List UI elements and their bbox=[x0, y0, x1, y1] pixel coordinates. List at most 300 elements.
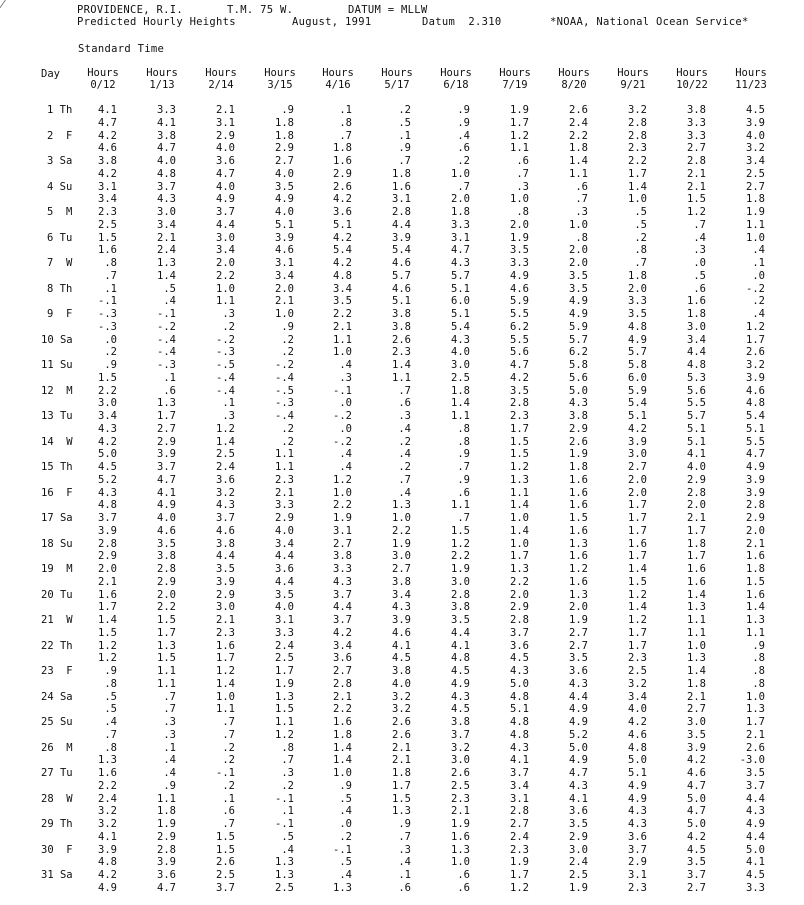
height-cell-first-half: 4.6 bbox=[392, 257, 411, 269]
hour-column-header bbox=[77, 67, 129, 91]
height-cell-first-half: 2.0 bbox=[216, 257, 235, 269]
height-cell-second-half: 3.1 bbox=[216, 116, 235, 129]
height-cell-second-half: 1.6 bbox=[569, 499, 588, 512]
height-cell-second-half: 1.8 bbox=[746, 193, 765, 206]
height-cell-second-half: 4.0 bbox=[451, 346, 470, 359]
height-cell-first-half: .9 bbox=[281, 104, 294, 116]
height-cell-first-half: 2.2 bbox=[333, 308, 352, 320]
height-cell-second-half: 1.9 bbox=[275, 677, 294, 690]
height-cell-second-half: 3.8 bbox=[392, 320, 411, 333]
height-cell-first-half: 1.1 bbox=[275, 461, 294, 473]
height-cell-first-half: 1.7 bbox=[746, 716, 765, 728]
height-cell-second-half: .1 bbox=[281, 805, 294, 818]
height-cell-second-half: 1.2 bbox=[510, 881, 529, 894]
height-cell-second-half: 2.9 bbox=[98, 550, 117, 563]
height-cell-first-half: -.3 bbox=[98, 308, 117, 320]
day-label: 1 Th bbox=[47, 104, 73, 116]
height-cell-first-half: 3.4 bbox=[98, 410, 117, 422]
height-cell-second-half: 2.0 bbox=[628, 473, 647, 486]
height-cell-second-half: -.4 bbox=[216, 371, 235, 384]
height-cell-first-half: 5.9 bbox=[628, 384, 647, 397]
height-cell-first-half: 5.6 bbox=[687, 384, 706, 397]
day-label: 25 Su bbox=[41, 716, 73, 728]
hour-column-header-range: 4/16 bbox=[325, 79, 351, 91]
height-cell-first-half: 1.6 bbox=[98, 588, 117, 601]
height-cell-first-half: 1.0 bbox=[687, 639, 706, 652]
time-meridian: T.M. 75 W. bbox=[227, 4, 294, 16]
height-cell-first-half: 2.8 bbox=[392, 206, 411, 218]
height-cell-second-half: 3.5 bbox=[687, 856, 706, 869]
height-cell-first-half: 2.7 bbox=[510, 818, 529, 830]
height-cell-second-half: 4.3 bbox=[157, 193, 176, 206]
height-cell-first-half: 1.0 bbox=[510, 512, 529, 524]
height-cell-first-half: 2.7 bbox=[275, 155, 294, 167]
height-cell-second-half: 2.0 bbox=[451, 193, 470, 206]
height-cell-second-half: -3.0 bbox=[739, 754, 765, 767]
height-cell-first-half: 1.7 bbox=[510, 869, 529, 881]
height-cell-first-half: 3.1 bbox=[451, 231, 470, 244]
hour-column-header-range: 3/15 bbox=[267, 79, 293, 91]
height-cell-first-half: 5.1 bbox=[451, 282, 470, 295]
height-cell-second-half: 1.7 bbox=[628, 550, 647, 563]
height-cell-second-half: 4.7 bbox=[687, 779, 706, 792]
hour-column-header bbox=[371, 67, 423, 91]
height-cell-second-half: 3.6 bbox=[216, 473, 235, 486]
hour-column-header bbox=[430, 67, 482, 91]
height-cell-first-half: 5.0 bbox=[687, 818, 706, 830]
day-label: 19 M bbox=[41, 563, 73, 575]
height-cell-second-half: .9 bbox=[457, 473, 470, 486]
height-cell-second-half: 5.4 bbox=[333, 244, 352, 257]
height-cell-second-half: 4.6 bbox=[628, 728, 647, 741]
height-cell-first-half: .9 bbox=[398, 818, 411, 830]
height-cell-first-half: 2.6 bbox=[569, 435, 588, 448]
height-cell-first-half: 1.2 bbox=[628, 588, 647, 601]
height-cell-second-half: 3.9 bbox=[157, 856, 176, 869]
height-cell-second-half: 2.6 bbox=[746, 346, 765, 359]
height-cell-second-half: 1.1 bbox=[569, 167, 588, 180]
height-cell-second-half: 4.2 bbox=[687, 754, 706, 767]
height-cell-second-half: 3.9 bbox=[746, 116, 765, 129]
height-cell-second-half: 4.5 bbox=[510, 652, 529, 665]
height-cell-second-half: .7 bbox=[398, 473, 411, 486]
height-cell-first-half: .9 bbox=[104, 665, 117, 677]
height-cell-first-half: .2 bbox=[634, 231, 647, 244]
height-cell-second-half: 1.1 bbox=[216, 703, 235, 716]
height-cell-first-half: 3.6 bbox=[216, 155, 235, 167]
height-cell-first-half: 4.1 bbox=[98, 104, 117, 116]
day-column-header: Day bbox=[41, 68, 60, 80]
height-cell-first-half: 3.5 bbox=[216, 563, 235, 575]
day-label: 2 F bbox=[47, 129, 73, 142]
height-cell-second-half: .2 bbox=[104, 346, 117, 359]
hour-column-header-top: Hours bbox=[735, 67, 767, 79]
height-cell-first-half: .8 bbox=[104, 257, 117, 269]
height-cell-second-half: 1.3 bbox=[275, 856, 294, 869]
height-cell-first-half: 1.8 bbox=[687, 537, 706, 550]
height-cell-second-half: .8 bbox=[104, 677, 117, 690]
height-cell-second-half: 2.9 bbox=[687, 473, 706, 486]
height-cell-second-half: 3.7 bbox=[746, 779, 765, 792]
hour-column-header-top: Hours bbox=[676, 67, 708, 79]
height-cell-first-half: 1.3 bbox=[569, 537, 588, 550]
height-cell-second-half: .2 bbox=[281, 779, 294, 792]
height-cell-second-half: .2 bbox=[281, 346, 294, 359]
height-cell-first-half: .1 bbox=[398, 869, 411, 881]
height-cell-first-half: 3.9 bbox=[392, 614, 411, 626]
height-cell-second-half: 4.1 bbox=[98, 830, 117, 843]
height-cell-first-half: 2.8 bbox=[687, 486, 706, 499]
height-cell-first-half: .0 bbox=[693, 257, 706, 269]
height-cell-second-half: 2.0 bbox=[746, 524, 765, 537]
day-label: 31 Sa bbox=[41, 869, 73, 881]
height-cell-second-half: 5.3 bbox=[687, 371, 706, 384]
height-cell-second-half: .7 bbox=[516, 167, 529, 180]
height-cell-second-half: .5 bbox=[634, 218, 647, 231]
height-cell-second-half: 2.4 bbox=[510, 830, 529, 843]
height-cell-second-half: 5.6 bbox=[569, 371, 588, 384]
hour-column-header-range: 8/20 bbox=[561, 79, 587, 91]
height-cell-first-half: 4.2 bbox=[98, 435, 117, 448]
height-cell-first-half: .4 bbox=[339, 359, 352, 371]
height-cell-first-half: 2.8 bbox=[510, 614, 529, 626]
height-cell-second-half: 4.4 bbox=[392, 218, 411, 231]
height-cell-first-half: 2.1 bbox=[275, 486, 294, 499]
height-cell-first-half: 3.2 bbox=[628, 104, 647, 116]
height-cell-first-half: .4 bbox=[398, 486, 411, 499]
height-cell-first-half: 4.0 bbox=[746, 129, 765, 142]
height-cell-first-half: 2.1 bbox=[216, 104, 235, 116]
height-cell-second-half: 4.2 bbox=[687, 830, 706, 843]
height-cell-second-half: 2.3 bbox=[392, 346, 411, 359]
height-cell-second-half: 1.7 bbox=[687, 550, 706, 563]
height-cell-first-half: 1.6 bbox=[687, 563, 706, 575]
height-cell-second-half: 5.2 bbox=[569, 728, 588, 741]
height-cell-second-half: 1.4 bbox=[510, 499, 529, 512]
height-cell-first-half: 3.1 bbox=[275, 614, 294, 626]
height-cell-second-half: 4.0 bbox=[275, 167, 294, 180]
height-cell-first-half: .1 bbox=[752, 257, 765, 269]
height-cell-first-half: 1.4 bbox=[628, 563, 647, 575]
height-cell-first-half: .3 bbox=[398, 410, 411, 422]
height-cell-second-half: 2.9 bbox=[275, 142, 294, 155]
height-cell-second-half: .4 bbox=[163, 754, 176, 767]
height-cell-second-half: 1.7 bbox=[628, 499, 647, 512]
height-cell-second-half: 1.3 bbox=[333, 881, 352, 894]
height-cell-second-half: 1.5 bbox=[216, 830, 235, 843]
height-cell-second-half: 4.9 bbox=[98, 881, 117, 894]
height-cell-first-half: 1.5 bbox=[510, 435, 529, 448]
height-cell-first-half: .4 bbox=[339, 869, 352, 881]
height-cell-first-half: .0 bbox=[339, 818, 352, 830]
height-cell-second-half: 5.1 bbox=[510, 703, 529, 716]
height-cell-second-half: -.3 bbox=[98, 320, 117, 333]
height-cell-first-half: 1.5 bbox=[216, 843, 235, 856]
day-label: 8 Th bbox=[47, 282, 73, 295]
day-label: 20 Tu bbox=[41, 588, 73, 601]
height-cell-second-half: 3.7 bbox=[216, 881, 235, 894]
height-cell-first-half: 1.4 bbox=[569, 155, 588, 167]
height-cell-first-half: 1.7 bbox=[157, 410, 176, 422]
height-cell-first-half: 1.2 bbox=[451, 537, 470, 550]
height-cell-second-half: 4.0 bbox=[216, 142, 235, 155]
height-cell-second-half: 1.6 bbox=[451, 830, 470, 843]
height-cell-second-half: 2.6 bbox=[392, 728, 411, 741]
height-cell-second-half: 4.2 bbox=[98, 167, 117, 180]
height-cell-second-half: 2.5 bbox=[98, 218, 117, 231]
height-cell-first-half: 3.8 bbox=[451, 716, 470, 728]
height-cell-first-half: 3.9 bbox=[628, 435, 647, 448]
height-cell-first-half: 3.2 bbox=[216, 486, 235, 499]
height-cell-first-half: .2 bbox=[398, 435, 411, 448]
height-cell-first-half: .3 bbox=[575, 206, 588, 218]
height-cell-first-half: 4.3 bbox=[451, 333, 470, 346]
height-cell-first-half: 2.6 bbox=[451, 767, 470, 779]
height-cell-second-half: 4.4 bbox=[746, 830, 765, 843]
height-cell-first-half: 3.7 bbox=[157, 180, 176, 193]
height-cell-first-half: 3.5 bbox=[157, 537, 176, 550]
height-cell-second-half: 1.1 bbox=[157, 677, 176, 690]
height-cell-second-half: 3.7 bbox=[510, 626, 529, 639]
height-cell-second-half: 1.9 bbox=[569, 881, 588, 894]
height-cell-second-half: 1.8 bbox=[392, 167, 411, 180]
height-cell-first-half: 4.2 bbox=[333, 231, 352, 244]
height-cell-first-half: .2 bbox=[281, 435, 294, 448]
hour-column-header-range: 1/13 bbox=[149, 79, 175, 91]
height-cell-first-half: 3.9 bbox=[275, 231, 294, 244]
height-cell-first-half: .3 bbox=[163, 716, 176, 728]
station-name: PROVIDENCE, R.I. bbox=[77, 4, 183, 16]
height-cell-second-half: 4.9 bbox=[569, 754, 588, 767]
height-cell-first-half: 2.5 bbox=[628, 665, 647, 677]
height-cell-first-half: 2.4 bbox=[98, 792, 117, 805]
height-cell-second-half: 3.1 bbox=[333, 524, 352, 537]
height-cell-second-half: 4.5 bbox=[392, 652, 411, 665]
day-label: 26 M bbox=[41, 741, 73, 754]
height-cell-first-half: 3.3 bbox=[333, 563, 352, 575]
height-cell-first-half: .1 bbox=[398, 129, 411, 142]
height-cell-first-half: 2.0 bbox=[98, 563, 117, 575]
height-cell-second-half: 2.8 bbox=[746, 499, 765, 512]
height-cell-second-half: 1.1 bbox=[392, 371, 411, 384]
height-cell-second-half: 1.0 bbox=[569, 218, 588, 231]
height-cell-first-half: 4.6 bbox=[746, 384, 765, 397]
height-cell-first-half: 1.3 bbox=[510, 563, 529, 575]
height-cell-first-half: .2 bbox=[398, 104, 411, 116]
height-cell-second-half: .6 bbox=[222, 805, 235, 818]
height-cell-second-half: 3.2 bbox=[746, 142, 765, 155]
height-cell-first-half: 3.7 bbox=[216, 206, 235, 218]
hour-column-header-range: 6/18 bbox=[443, 79, 469, 91]
height-cell-first-half: 2.1 bbox=[157, 231, 176, 244]
height-cell-first-half: 1.9 bbox=[569, 614, 588, 626]
height-cell-second-half: 5.7 bbox=[628, 346, 647, 359]
hour-column-header bbox=[607, 67, 659, 91]
height-cell-first-half: .1 bbox=[339, 104, 352, 116]
height-cell-first-half: .0 bbox=[104, 333, 117, 346]
height-cell-first-half: 5.5 bbox=[510, 308, 529, 320]
height-cell-first-half: .7 bbox=[457, 461, 470, 473]
height-cell-second-half: 5.4 bbox=[628, 397, 647, 410]
hour-column-header bbox=[312, 67, 364, 91]
day-label: 22 Th bbox=[41, 639, 73, 652]
height-cell-second-half: .9 bbox=[163, 779, 176, 792]
height-cell-first-half: 3.3 bbox=[157, 104, 176, 116]
height-cell-first-half: .8 bbox=[104, 741, 117, 754]
height-cell-first-half: 4.9 bbox=[569, 308, 588, 320]
height-cell-first-half: 2.3 bbox=[510, 410, 529, 422]
height-cell-second-half: 3.0 bbox=[687, 320, 706, 333]
height-cell-second-half: 2.0 bbox=[569, 601, 588, 614]
height-cell-second-half: 1.6 bbox=[569, 524, 588, 537]
height-cell-second-half: 1.6 bbox=[569, 575, 588, 588]
height-cell-second-half: .4 bbox=[339, 805, 352, 818]
height-cell-first-half: 4.9 bbox=[746, 461, 765, 473]
height-cell-first-half: .5 bbox=[339, 792, 352, 805]
height-cell-second-half: 4.9 bbox=[157, 499, 176, 512]
height-cell-second-half: 4.3 bbox=[216, 499, 235, 512]
height-cell-first-half: 2.7 bbox=[746, 180, 765, 193]
height-cell-second-half: 1.4 bbox=[216, 677, 235, 690]
height-cell-first-half: 5.7 bbox=[687, 410, 706, 422]
height-cell-second-half: 2.9 bbox=[569, 830, 588, 843]
height-cell-second-half: 4.2 bbox=[510, 371, 529, 384]
height-cell-second-half: .6 bbox=[457, 142, 470, 155]
height-cell-first-half: 2.0 bbox=[275, 282, 294, 295]
height-cell-first-half: 1.4 bbox=[687, 665, 706, 677]
height-cell-second-half: 5.7 bbox=[451, 269, 470, 282]
day-label: 18 Su bbox=[41, 537, 73, 550]
height-cell-second-half: 2.7 bbox=[569, 626, 588, 639]
hour-column-header-top: Hours bbox=[264, 67, 296, 79]
height-cell-second-half: 4.1 bbox=[746, 856, 765, 869]
day-label: 24 Sa bbox=[41, 690, 73, 703]
height-cell-second-half: .8 bbox=[457, 422, 470, 435]
height-cell-first-half: 2.0 bbox=[157, 588, 176, 601]
height-cell-second-half: 1.0 bbox=[451, 856, 470, 869]
height-cell-second-half: 6.0 bbox=[628, 371, 647, 384]
height-cell-second-half: 4.4 bbox=[687, 346, 706, 359]
height-cell-first-half: 3.2 bbox=[392, 690, 411, 703]
height-cell-second-half: 2.5 bbox=[451, 371, 470, 384]
height-cell-first-half: -.2 bbox=[275, 359, 294, 371]
height-cell-second-half: .7 bbox=[104, 728, 117, 741]
height-cell-first-half: 3.9 bbox=[98, 843, 117, 856]
height-cell-first-half: 4.6 bbox=[687, 767, 706, 779]
height-cell-second-half: 1.3 bbox=[510, 473, 529, 486]
height-cell-second-half: 3.5 bbox=[510, 244, 529, 257]
height-cell-second-half: 4.4 bbox=[275, 550, 294, 563]
height-cell-first-half: 1.6 bbox=[569, 486, 588, 499]
height-cell-second-half: 3.0 bbox=[98, 397, 117, 410]
height-cell-second-half: 3.9 bbox=[746, 473, 765, 486]
height-cell-second-half: 4.7 bbox=[157, 473, 176, 486]
height-cell-second-half: 1.2 bbox=[216, 422, 235, 435]
height-cell-first-half: 2.1 bbox=[687, 180, 706, 193]
height-cell-second-half: .2 bbox=[752, 295, 765, 308]
height-cell-first-half: 3.4 bbox=[333, 639, 352, 652]
height-cell-first-half: 2.0 bbox=[569, 257, 588, 269]
hour-column-header-top: Hours bbox=[499, 67, 531, 79]
height-cell-second-half: 2.0 bbox=[569, 244, 588, 257]
height-cell-second-half: 1.1 bbox=[451, 499, 470, 512]
height-cell-first-half: 4.4 bbox=[746, 792, 765, 805]
height-cell-second-half: 4.4 bbox=[275, 575, 294, 588]
height-cell-first-half: 4.5 bbox=[98, 461, 117, 473]
height-cell-first-half: 4.0 bbox=[157, 512, 176, 524]
height-cell-second-half: 3.8 bbox=[392, 575, 411, 588]
height-cell-first-half: 1.0 bbox=[333, 767, 352, 779]
hour-column-header-range: 0/12 bbox=[90, 79, 116, 91]
height-cell-first-half: .7 bbox=[163, 690, 176, 703]
height-cell-second-half: 4.5 bbox=[451, 703, 470, 716]
height-cell-first-half: 3.7 bbox=[333, 588, 352, 601]
data-source: *NOAA, National Ocean Service* bbox=[550, 16, 749, 28]
height-cell-first-half: 1.1 bbox=[510, 486, 529, 499]
hour-column-header bbox=[136, 67, 188, 91]
height-cell-first-half: .7 bbox=[398, 155, 411, 167]
height-cell-first-half: 1.9 bbox=[392, 537, 411, 550]
height-cell-second-half: 2.1 bbox=[98, 575, 117, 588]
height-cell-second-half: 2.5 bbox=[451, 779, 470, 792]
height-cell-second-half: .3 bbox=[163, 728, 176, 741]
height-cell-second-half: 4.8 bbox=[628, 320, 647, 333]
height-cell-second-half: 2.2 bbox=[216, 269, 235, 282]
height-cell-first-half: 3.4 bbox=[628, 690, 647, 703]
height-cell-first-half: -.2 bbox=[333, 410, 352, 422]
height-cell-second-half: 2.4 bbox=[569, 116, 588, 129]
height-cell-second-half: 3.3 bbox=[687, 116, 706, 129]
height-cell-first-half: 1.1 bbox=[451, 410, 470, 422]
height-cell-first-half: 3.5 bbox=[628, 308, 647, 320]
height-cell-first-half: 3.2 bbox=[746, 359, 765, 371]
height-cell-second-half: -.3 bbox=[216, 346, 235, 359]
height-cell-first-half: 3.4 bbox=[333, 282, 352, 295]
height-cell-second-half: 5.7 bbox=[392, 269, 411, 282]
height-cell-first-half: 4.3 bbox=[510, 665, 529, 677]
height-cell-second-half: 5.1 bbox=[275, 218, 294, 231]
height-cell-second-half: .4 bbox=[398, 448, 411, 461]
height-cell-first-half: 1.1 bbox=[275, 716, 294, 728]
height-cell-first-half: 4.3 bbox=[451, 257, 470, 269]
height-cell-first-half: 4.1 bbox=[392, 639, 411, 652]
day-label: 17 Sa bbox=[41, 512, 73, 524]
height-cell-first-half: 5.7 bbox=[569, 333, 588, 346]
height-cell-second-half: 1.8 bbox=[628, 269, 647, 282]
day-label: 21 W bbox=[41, 614, 73, 626]
height-cell-second-half: .8 bbox=[752, 677, 765, 690]
height-cell-first-half: 5.0 bbox=[569, 741, 588, 754]
hour-column-header-top: Hours bbox=[617, 67, 649, 79]
height-cell-first-half: 1.3 bbox=[157, 639, 176, 652]
height-cell-second-half: 4.7 bbox=[687, 805, 706, 818]
height-cell-second-half: 1.1 bbox=[275, 448, 294, 461]
height-cell-second-half: 1.4 bbox=[333, 754, 352, 767]
height-cell-second-half: .0 bbox=[339, 397, 352, 410]
height-cell-second-half: 3.4 bbox=[216, 244, 235, 257]
height-cell-second-half: 3.5 bbox=[569, 269, 588, 282]
height-cell-first-half: 4.8 bbox=[510, 690, 529, 703]
height-cell-first-half: 3.0 bbox=[569, 843, 588, 856]
height-cell-second-half: 1.1 bbox=[746, 626, 765, 639]
height-cell-second-half: 4.8 bbox=[98, 499, 117, 512]
height-cell-second-half: 4.9 bbox=[275, 193, 294, 206]
height-cell-first-half: 4.9 bbox=[746, 818, 765, 830]
height-cell-second-half: .2 bbox=[222, 320, 235, 333]
height-cell-first-half: 1.2 bbox=[687, 206, 706, 218]
height-cell-first-half: .5 bbox=[104, 690, 117, 703]
height-cell-first-half: 3.8 bbox=[687, 104, 706, 116]
